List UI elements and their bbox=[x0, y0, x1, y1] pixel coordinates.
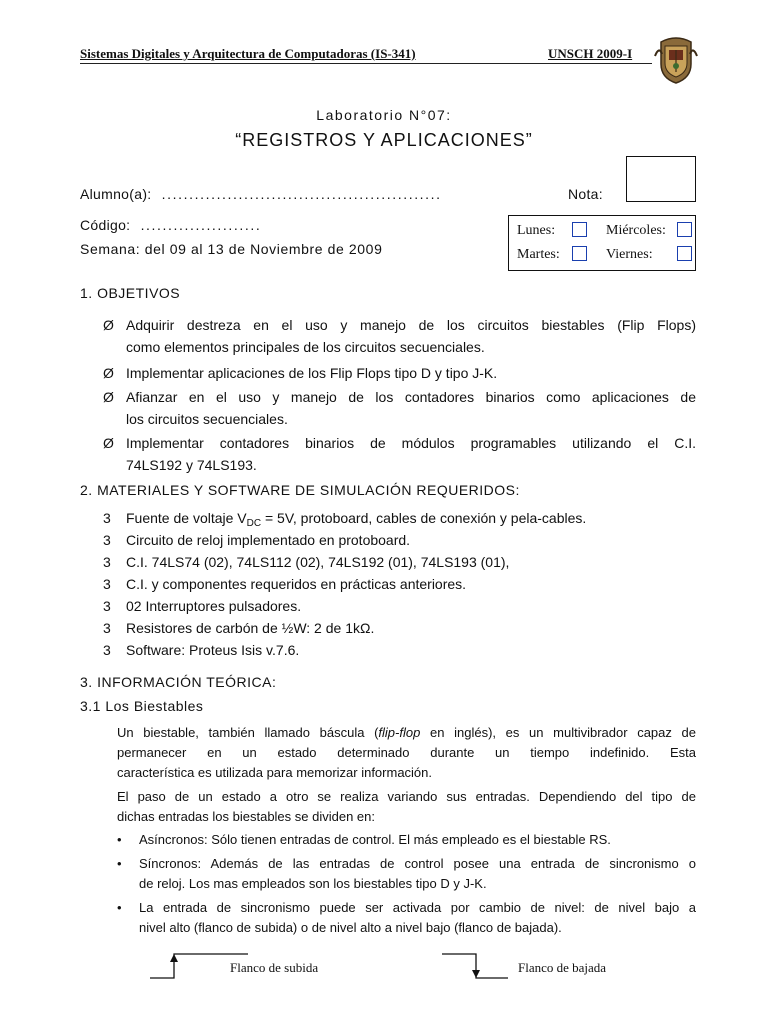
material-marker: 3 bbox=[103, 576, 111, 592]
theory-text: en inglés), es un multivibrador capaz de bbox=[420, 725, 696, 740]
theory-paragraph-line: dichas entradas los biestables se dividen en: bbox=[117, 809, 375, 824]
theory-bullet-item-cont: de reloj. Los mas empleados son los biestables tipo D y J-K. bbox=[139, 876, 487, 891]
student-field bbox=[80, 186, 442, 202]
day-wednesday-checkbox[interactable] bbox=[677, 222, 692, 237]
day-friday-checkbox[interactable] bbox=[677, 246, 692, 261]
bullet-dot: • bbox=[117, 900, 122, 915]
code-dots: ...................... bbox=[140, 217, 262, 233]
theory-text: Un biestable, también llamado báscula ( bbox=[117, 725, 379, 740]
objective-item: Implementar aplicaciones de los Flip Flops tipo D y tipo J-K. bbox=[126, 365, 498, 381]
material-item: C.I. 74LS74 (02), 74LS112 (02), 74LS192 (01), 74LS193 (01), bbox=[126, 554, 510, 570]
material-subscript: DC bbox=[246, 518, 262, 529]
day-wednesday-label: Miércoles: bbox=[606, 223, 666, 238]
section-objectives-heading: 1. OBJETIVOS bbox=[80, 285, 181, 301]
material-text: Fuente de voltaje V bbox=[126, 510, 247, 526]
grade-box bbox=[626, 156, 696, 202]
code-label: Código: bbox=[80, 217, 131, 233]
material-text: = 5V, protoboard, cables de conexión y pela-cables. bbox=[261, 510, 587, 526]
material-item: C.I. y componentes requeridos en prácticas anteriores. bbox=[126, 576, 467, 592]
falling-edge-waveform bbox=[440, 950, 510, 982]
theory-paragraph-line: El paso de un estado a otro se realiza variando sus entradas. Dependiendo del tipo de bbox=[117, 789, 696, 804]
theory-bullet-item: Síncronos: Además de las entradas de control posee una entrada de sincronismo o bbox=[139, 856, 696, 871]
falling-edge-label: Flanco de bajada bbox=[518, 960, 607, 975]
material-marker: 3 bbox=[103, 510, 111, 526]
header-divider bbox=[80, 63, 652, 64]
theory-paragraph-line: permanecer en un estado determinado durante un tiempo indefinido. Esta bbox=[117, 745, 696, 760]
objective-marker: Ø bbox=[103, 389, 114, 405]
lab-number: Laboratorio N°07: bbox=[316, 107, 452, 123]
objective-item: Adquirir destreza en el uso y manejo de los circuitos biestables (Flip Flops) bbox=[126, 317, 696, 333]
theory-paragraph-line: característica es utilizada para memorizar información. bbox=[117, 765, 433, 780]
day-friday-label: Viernes: bbox=[606, 247, 653, 262]
material-item: Circuito de reloj implementado en protoboard. bbox=[126, 532, 411, 548]
day-tuesday-label: Martes: bbox=[517, 247, 560, 262]
objective-marker: Ø bbox=[103, 435, 114, 451]
course-header: Sistemas Digitales y Arquitectura de Computadoras (IS-341) bbox=[80, 46, 416, 61]
objective-item-cont: como elementos principales de los circuitos secuenciales. bbox=[126, 339, 485, 355]
objective-item-cont: 74LS192 y 74LS193. bbox=[126, 457, 257, 473]
bullet-dot: • bbox=[117, 856, 122, 871]
day-monday-label: Lunes: bbox=[517, 223, 556, 238]
grade-label: Nota: bbox=[568, 186, 603, 202]
day-monday-checkbox[interactable] bbox=[572, 222, 587, 237]
theory-paragraph-line bbox=[117, 723, 696, 743]
material-marker: 3 bbox=[103, 598, 111, 614]
theory-bullet-item-cont: nivel alto (flanco de subida) o de nivel alto a nivel bajo (flanco de bajada). bbox=[139, 920, 562, 935]
material-item: Software: Proteus Isis v.7.6. bbox=[126, 642, 300, 658]
theory-bullet-item: Asíncronos: Sólo tienen entradas de control. El más empleado es el biestable RS. bbox=[139, 832, 611, 847]
rising-edge-label: Flanco de subida bbox=[230, 960, 319, 975]
objective-item: Implementar contadores binarios de módulos programables utilizando el C.I. bbox=[126, 435, 696, 451]
section-theory-heading: 3. INFORMACIÓN TEÓRICA: bbox=[80, 674, 277, 690]
day-tuesday-checkbox[interactable] bbox=[572, 246, 587, 261]
material-marker: 3 bbox=[103, 620, 111, 636]
material-marker: 3 bbox=[103, 554, 111, 570]
student-dots: ................................................... bbox=[161, 186, 442, 202]
theory-bullet-item: La entrada de sincronismo puede ser activada por cambio de nivel: de nivel bajo a bbox=[139, 900, 696, 915]
objective-marker: Ø bbox=[103, 365, 114, 381]
university-crest-icon bbox=[653, 36, 699, 84]
bullet-dot: • bbox=[117, 832, 122, 847]
material-item: Resistores de carbón de ½W: 2 de 1kΩ. bbox=[126, 620, 375, 636]
page-title: “REGISTROS Y APLICACIONES” bbox=[235, 130, 533, 150]
material-marker: 3 bbox=[103, 642, 111, 658]
objective-item: Afianzar en el uso y manejo de los contadores binarios como aplicaciones de bbox=[126, 389, 696, 405]
student-label: Alumno(a): bbox=[80, 186, 152, 202]
institution-header: UNSCH 2009-I bbox=[548, 46, 633, 61]
subsection-biestables-heading: 3.1 Los Biestables bbox=[80, 698, 204, 714]
theory-italic: flip-flop bbox=[378, 725, 421, 740]
objective-item-cont: los circuitos secuenciales. bbox=[126, 411, 288, 427]
objective-marker: Ø bbox=[103, 317, 114, 333]
code-field bbox=[80, 217, 261, 233]
week-field: Semana: del 09 al 13 de Noviembre de 2009 bbox=[80, 241, 383, 257]
material-item: 02 Interruptores pulsadores. bbox=[126, 598, 302, 614]
material-marker: 3 bbox=[103, 532, 111, 548]
section-materials-heading: 2. MATERIALES Y SOFTWARE DE SIMULACIÓN REQUERIDOS: bbox=[80, 482, 520, 498]
